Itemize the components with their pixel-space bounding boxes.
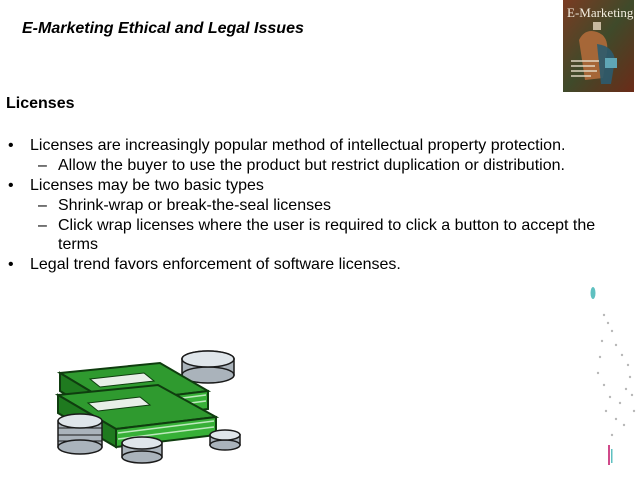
sub-bullet-item (6, 216, 632, 254)
sub-bullet-mark: – (38, 217, 47, 234)
money-stack-icon (40, 343, 245, 468)
sub-bullet-item (6, 196, 632, 215)
bullet-text: Licenses are increasingly popular method of intellectual property protection. (30, 137, 566, 154)
bullet-text: Shrink-wrap or break-the-seal licenses (58, 197, 331, 214)
bullet-text: Licenses may be two basic types (30, 177, 264, 194)
book-cover-image (563, 0, 634, 92)
sub-bullet-mark: – (38, 157, 47, 174)
bullet-mark: • (8, 177, 14, 194)
bullet-list (6, 136, 632, 275)
bullet-text: Click wrap licenses where the user is required to click a button to accept the terms (58, 217, 596, 253)
sub-bullet-mark: – (38, 197, 47, 214)
dotted-swirl-decoration (588, 285, 638, 475)
book-cover-title: E-Marketing (567, 5, 634, 20)
bullet-text: Allow the buyer to use the product but restrict duplication or distribution. (58, 157, 565, 174)
sub-bullet-item (6, 156, 632, 175)
bullet-text: Legal trend favors enforcement of software licenses. (30, 256, 401, 273)
bullet-item (6, 255, 632, 274)
bullet-item (6, 176, 632, 195)
bullet-mark: • (8, 137, 14, 154)
slide-title: E-Marketing Ethical and Legal Issues (22, 20, 304, 37)
bullet-mark: • (8, 256, 14, 273)
bullet-item (6, 136, 632, 155)
section-heading: Licenses (6, 95, 75, 112)
